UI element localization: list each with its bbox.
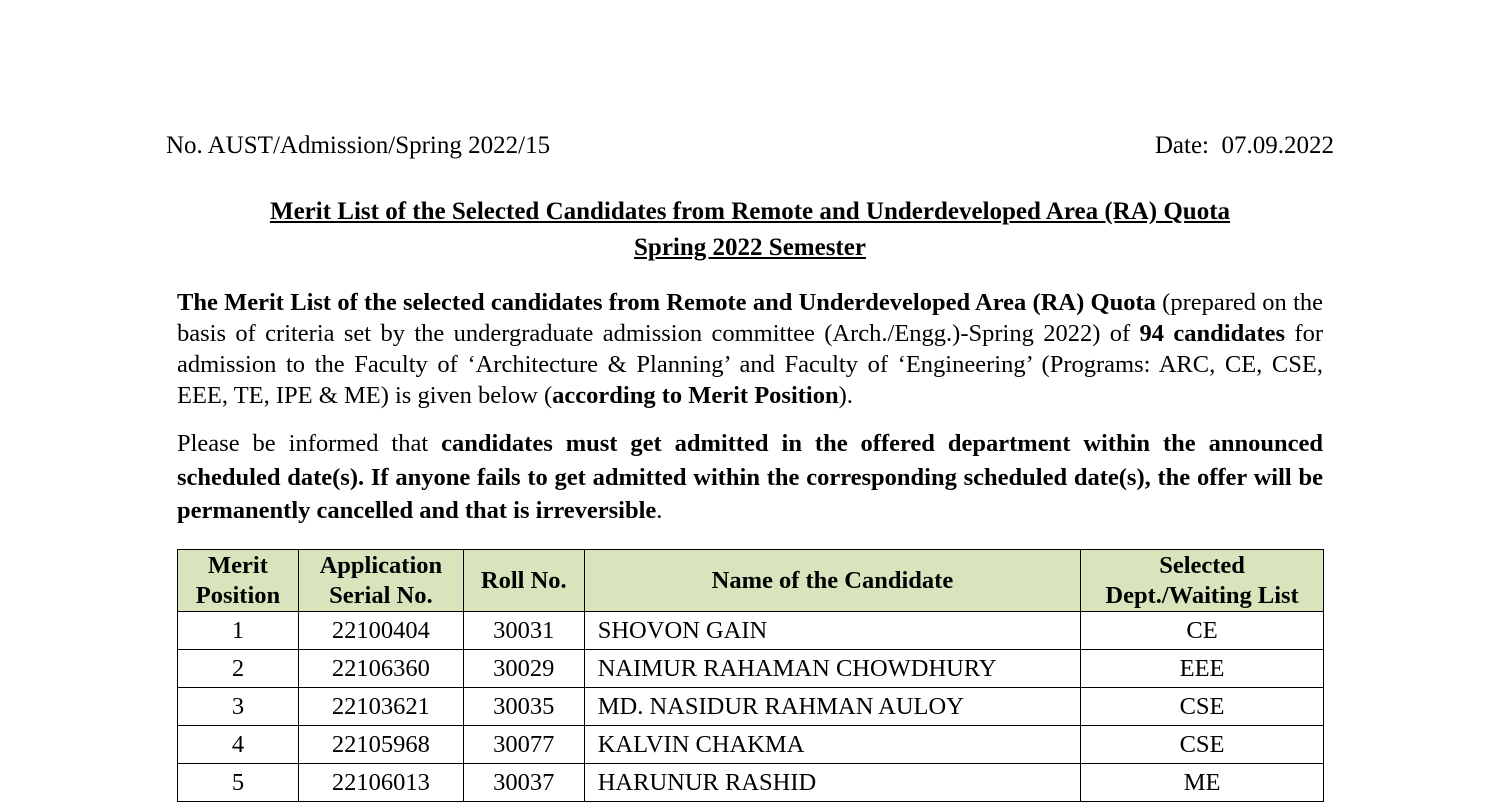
column-header-line: Selected [1159,551,1245,579]
roll-number-cell: 30035 [463,688,584,726]
column-header-line: Dept./Waiting List [1105,581,1299,609]
intro-bold-2: 94 candidates [1139,320,1286,347]
column-header-line: Name of the Candidate [711,566,954,594]
merit-list-table [177,549,1324,802]
selected-dept-cell: CSE [1081,688,1324,726]
notice-paragraph [177,427,1323,528]
intro-text-3: ). [838,382,853,409]
merit-position-cell: 4 [178,726,299,764]
roll-number-cell: 30031 [463,612,584,650]
roll-number-cell: 30077 [463,726,584,764]
column-header [1081,550,1324,612]
candidate-name-cell: HARUNUR RASHID [584,764,1080,802]
column-header [298,550,463,612]
intro-bold-1: The Merit List of the selected candidates from Remote and Underdeveloped Area (RA) Quota [177,289,1156,316]
application-serial-cell: 22106360 [298,650,463,688]
document-date: Date: 07.09.2022 [1154,132,1334,159]
application-serial-cell: 22103621 [298,688,463,726]
reference-number: No. AUST/Admission/Spring 2022/15 [166,132,551,159]
candidate-name-cell: NAIMUR RAHAMAN CHOWDHURY [584,650,1080,688]
selected-dept-cell: EEE [1081,650,1324,688]
roll-number-cell: 30037 [463,764,584,802]
notice-bold: candidates must get admitted in the offered department within the announced scheduled date(s). If anyone fails to get admitted within the corresponding scheduled date(s), the offer will be permanently cancelled and that is irreversible [177,430,1323,524]
column-header-line: Merit [208,551,268,579]
intro-text-1: (prepared on the basis of criteria set by the undergraduate admission committee (Arch./Engg.)-Spring 2022) of [177,289,1323,347]
merit-position-cell: 3 [178,688,299,726]
notice-text-1: Please be informed that [177,430,442,457]
roll-number-cell: 30029 [463,650,584,688]
table-row [178,650,1324,688]
selected-dept-cell: CSE [1081,726,1324,764]
intro-text-2: for admission to the Faculty of ‘Architecture & Planning’ and Faculty of ‘Engineering’ (Programs: ARC, CE, CSE, EEE, TE, IPE & ME) is given below ( [177,320,1323,409]
column-header-line: Serial No. [329,581,433,609]
table-header-row [178,550,1324,612]
column-header-line: Position [195,581,281,609]
candidate-name-cell: KALVIN CHAKMA [584,726,1080,764]
application-serial-cell: 22100404 [298,612,463,650]
table-row [178,688,1324,726]
candidate-name-cell: SHOVON GAIN [584,612,1080,650]
merit-position-cell: 2 [178,650,299,688]
table-row [178,726,1324,764]
intro-paragraph [177,287,1323,411]
application-serial-cell: 22105968 [298,726,463,764]
table-row [178,764,1324,802]
intro-bold-3: according to Merit Position [552,382,839,409]
merit-position-cell: 1 [178,612,299,650]
document-title: Merit List of the Selected Candidates from Remote and Underdeveloped Area (RA) Quota [269,198,1231,225]
application-serial-cell: 22106013 [298,764,463,802]
column-header-line: Roll No. [480,566,567,594]
candidate-name-cell: MD. NASIDUR RAHMAN AULOY [584,688,1080,726]
notice-text-2: . [656,497,663,524]
selected-dept-cell: ME [1081,764,1324,802]
merit-position-cell: 5 [178,764,299,802]
column-header [178,550,299,612]
document-subtitle: Spring 2022 Semester [634,234,866,261]
selected-dept-cell: CE [1081,612,1324,650]
column-header-line: Application [319,551,443,579]
table-row [178,612,1324,650]
column-header [463,550,584,612]
column-header [584,550,1080,612]
